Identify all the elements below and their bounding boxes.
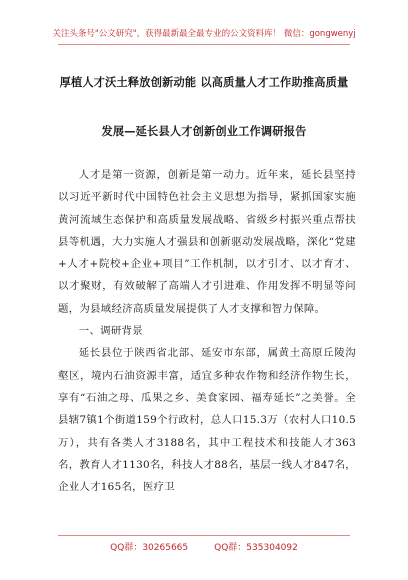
footer-contact [0,540,408,553]
document-body [58,164,356,498]
document-title-line1: 厚植人才沃土释放创新动能 以高质量人才工作助推高质量 [59,76,349,89]
section-heading-background: 一、调研背景 [78,325,143,338]
footer-divider [58,535,350,536]
header-divider [58,44,350,45]
paragraph-intro: 人才是第一资源，创新是第一动力。近年来，延长县坚持以习近平新时代中国特色社会主义思想为指导，紧抓国家实施黄河流域生态保护和高质量发展战略、省级乡村振兴重点帮扶县等机遇，大力实施人才强县和创新驱动发展战略，深化“党建+人才+院校+企业+项目”工作机制，以才引才、以才育才、以才聚财，有效破解了高端人才引进难、作用发挥不明显等问题，为县域经济高质量发展提供了人才支撑和智力保障。 [58,169,356,315]
footer-qq-group-1: QQ群：30265665 [110,543,189,553]
document-title-line2: 发展—延长县人才创新创业工作调研报告 [101,125,307,138]
header-promo-note: 关注头条号"公文研究"，获得最新最全最专业的公文资料库！ 微信：gongwenyj [52,29,356,39]
footer-qq-group-2: QQ群：535304092 [214,543,298,553]
paragraph-county-overview: 延长县位于陕西省北部、延安市东部，属黄土高原丘陵沟壑区，境内石油资源丰富，适宜多种农作物和经济作物生长，享有“石油之母、瓜果之乡、美食家园、福寿延长”之美誉。全县辖7镇1个街道159个行政村，总人口15.3万（农村人口10.5万），共有各类人才3188名，其中工程技术和技能人才363名，教育人才1130名，科技人才88名，基层一线人才847名，企业人才165名，医疗卫 [58,347,356,494]
